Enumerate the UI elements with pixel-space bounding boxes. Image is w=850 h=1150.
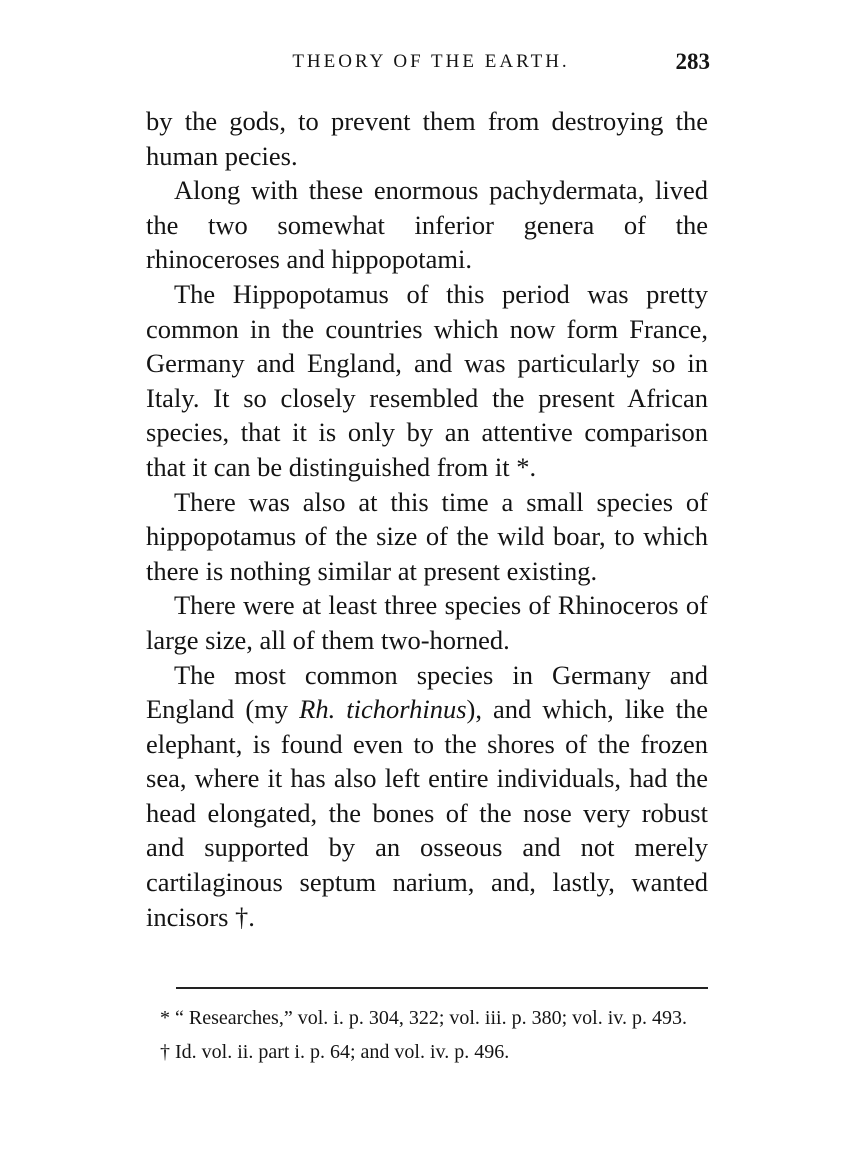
species-name: Rh. tichorhinus xyxy=(299,694,467,725)
paragraph-5: There were at least three species of Rhinoceros of large size, all of them two-horned. xyxy=(146,590,708,655)
paragraph-6-end: ), and which, like the elephant, is found even to the shores of the frozen sea, where it has also left entire individuals, had the head elongated, the bones of the nose very robust and supported by an osseous and not merely cartilaginous septum narium, and, lastly, wanted incisors †. xyxy=(146,694,709,932)
paragraph-4: There was also at this time a small species of hippopotamus of the size of the wild boar, to which there is nothing similar at present existing. xyxy=(146,486,708,586)
body-text xyxy=(146,104,708,934)
footnote-1: * “ Researches,” vol. i. p. 304, 322; vol. iii. p. 380; vol. iv. p. 493. xyxy=(160,1007,687,1029)
paragraph-1: by the gods, to prevent them from destroying the human pecies. xyxy=(146,106,708,171)
paragraph-6-start: The most common species in Germany and England (my xyxy=(146,659,708,725)
running-title: THEORY OF THE EARTH. xyxy=(292,51,570,72)
page-header xyxy=(146,50,710,74)
footnote-2: † Id. vol. ii. part i. p. 64; and vol. iv. p. 496. xyxy=(160,1041,510,1063)
paragraph-3: The Hippopotamus of this period was pretty common in the countries which now form France, Germany and England, and was particularly so in Italy. It so closely resembled the present African species, that it is only by an attentive comparison that it can be distinguished from it *. xyxy=(146,278,708,482)
paragraph-6 xyxy=(146,658,708,935)
paragraph-2: Along with these enormous pachydermata, lived the two somewhat inferior genera of the rhinoceroses and hippopotami. xyxy=(146,175,708,275)
page-number: 283 xyxy=(675,49,710,74)
footnotes xyxy=(146,1004,708,1072)
footnote-divider xyxy=(176,987,708,989)
